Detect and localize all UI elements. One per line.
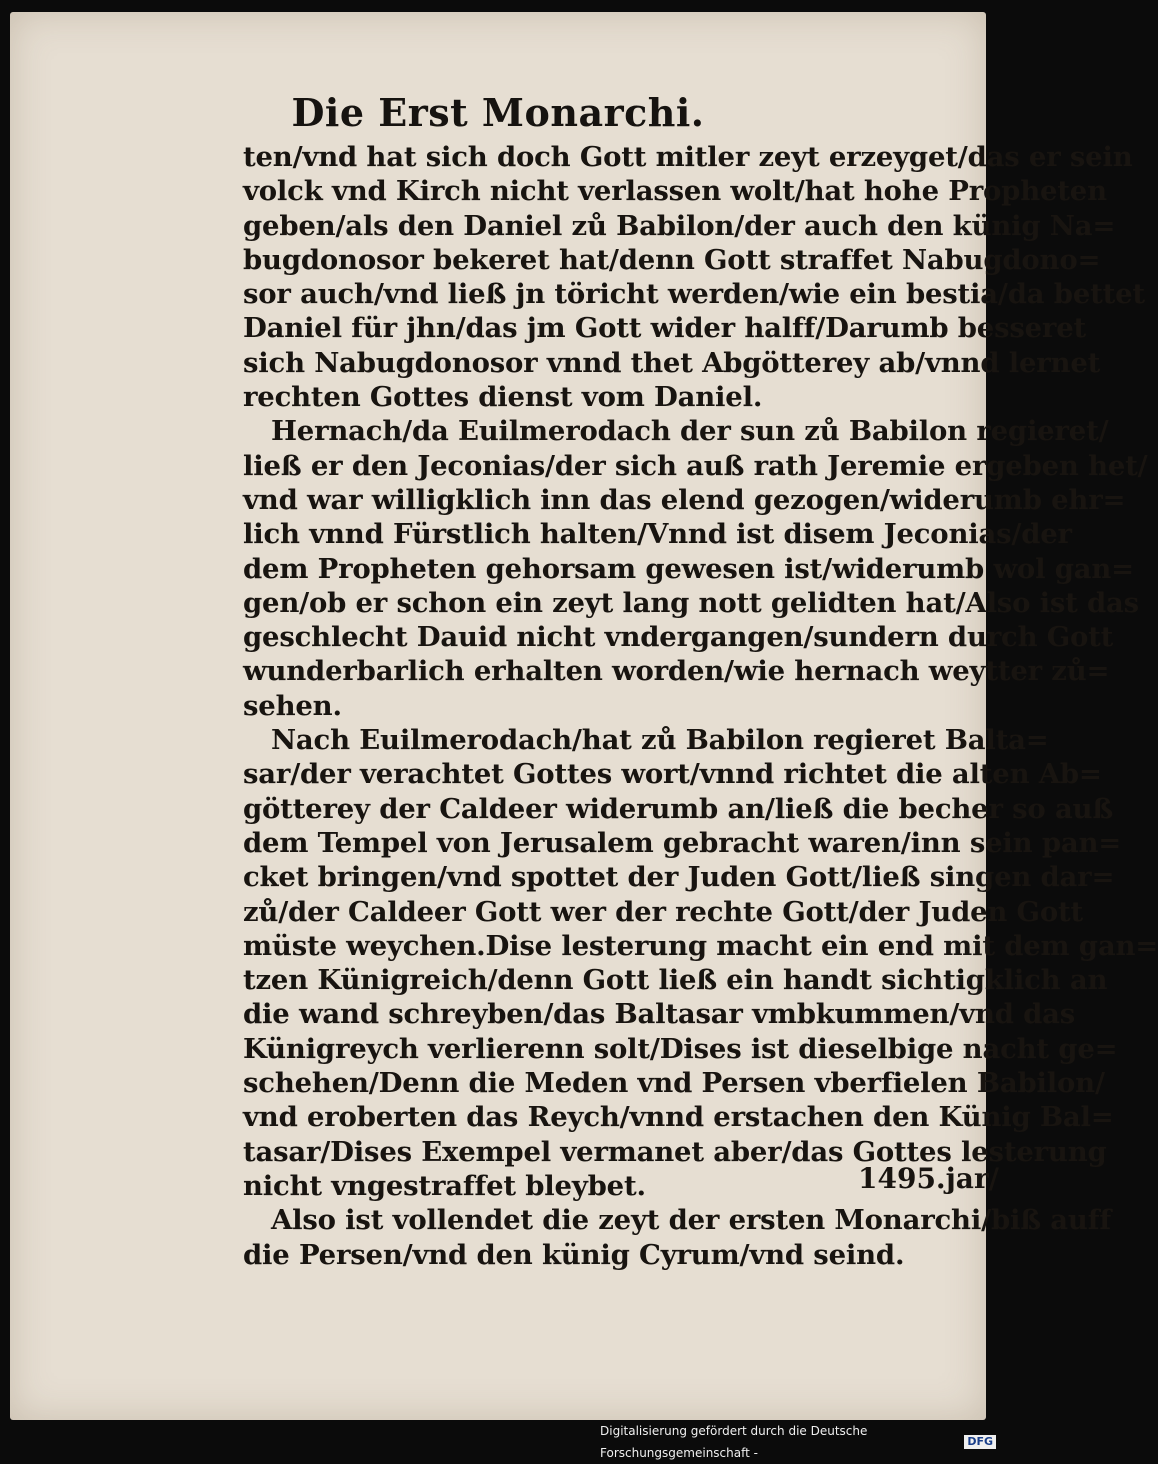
text-line: sor auch/vnd ließ jn töricht werden/wie ein bestia/da bettet xyxy=(243,278,1145,311)
text-line: ten/vnd hat sich doch Gott mitler zeyt erzeyget/das er sein xyxy=(243,141,1133,173)
text-line: gen/ob er schon ein zeyt lang nott gelidten hat/Also ist das xyxy=(243,586,1139,619)
text-line: sich Nabugdonosor vnnd thet Abgötterey ab/vnnd lernet xyxy=(243,346,1101,379)
text-line: zů/der Caldeer Gott wer der rechte Gott/der Juden Gott xyxy=(243,895,1083,928)
catchword: 1495.jar/ xyxy=(858,1162,999,1195)
text-line: nicht vngestraffet bleybet. xyxy=(243,1169,646,1202)
text-line: Künigreych verlierenn solt/Dises ist dieselbige nacht ge= xyxy=(243,1032,1118,1065)
text-line: dem Propheten gehorsam gewesen ist/widerumb wol gan= xyxy=(243,552,1134,585)
text-line: geschlecht Dauid nicht vndergangen/sundern durch Gott xyxy=(243,621,1114,654)
body-text xyxy=(243,140,1158,1272)
text-line: vnd war willigklich inn das elend gezogen/widerumb ehr= xyxy=(243,483,1126,516)
text-line: götterey der Caldeer widerumb an/ließ die becher so auß xyxy=(243,792,1114,825)
text-line: lich vnnd Fürstlich halten/Vnnd ist disem Jeconias/der xyxy=(243,518,1072,551)
text-line: sehen. xyxy=(243,689,342,722)
text-line: wunderbarlich erhalten worden/wie hernach weytter zů= xyxy=(243,655,1110,688)
running-header: Die Erst Monarchi. xyxy=(291,90,705,135)
dfg-logo: DFG xyxy=(964,1435,996,1449)
credit-text: Digitalisierung gefördert durch die Deutsche Forschungsgemeinschaft - xyxy=(600,1424,868,1460)
text-line: die Persen/vnd den künig Cyrum/vnd seind. xyxy=(243,1238,905,1271)
text-line: schehen/Denn die Meden vnd Persen vberfielen Babilon/ xyxy=(243,1067,1105,1100)
text-line: geben/als den Daniel zů Babilon/der auch den künig Na= xyxy=(243,209,1116,242)
text-line: Daniel für jhn/das jm Gott wider halff/Darumb besseret xyxy=(243,312,1087,345)
text-line: rechten Gottes dienst vom Daniel. xyxy=(243,381,763,414)
text-line: müste weychen.Dise lesterung macht ein end mit dem gan= xyxy=(243,929,1158,962)
text-line: volck vnd Kirch nicht verlassen wolt/hat hohe Propheten xyxy=(243,175,1107,208)
text-line: cket bringen/vnd spottet der Juden Gott/ließ singen dar= xyxy=(243,861,1115,894)
text-line: vnd eroberten das Reych/vnnd erstachen den Künig Bal= xyxy=(243,1101,1114,1134)
text-line: bugdonosor bekeret hat/denn Gott straffet Nabugdono= xyxy=(243,243,1101,276)
text-line: tasar/Dises Exempel vermanet aber/das Gottes lesterung xyxy=(243,1135,1107,1168)
paragraph-start-line: Also ist vollendet die zeyt der ersten Monarchi/biß auff xyxy=(271,1204,1111,1237)
digitization-credit xyxy=(600,1424,1000,1460)
text-line: die wand schreyben/das Baltasar vmbkummen/vnd das xyxy=(243,998,1076,1031)
text-line: sar/der verachtet Gottes wort/vnnd richtet die alten Ab= xyxy=(243,758,1102,791)
book-page xyxy=(10,12,1158,1420)
paragraph-start-line: Hernach/da Euilmerodach der sun zů Babilon regieret/ xyxy=(271,415,1109,448)
text-line: ließ er den Jeconias/der sich auß rath Jeremie ergeben het/ xyxy=(243,449,1148,482)
paragraph-start-line: Nach Euilmerodach/hat zů Babilon regieret Balta= xyxy=(271,724,1049,757)
text-line: tzen Künigreich/denn Gott ließ ein handt sichtigklich an xyxy=(243,964,1108,997)
text-line: dem Tempel von Jerusalem gebracht waren/inn sein pan= xyxy=(243,826,1122,859)
